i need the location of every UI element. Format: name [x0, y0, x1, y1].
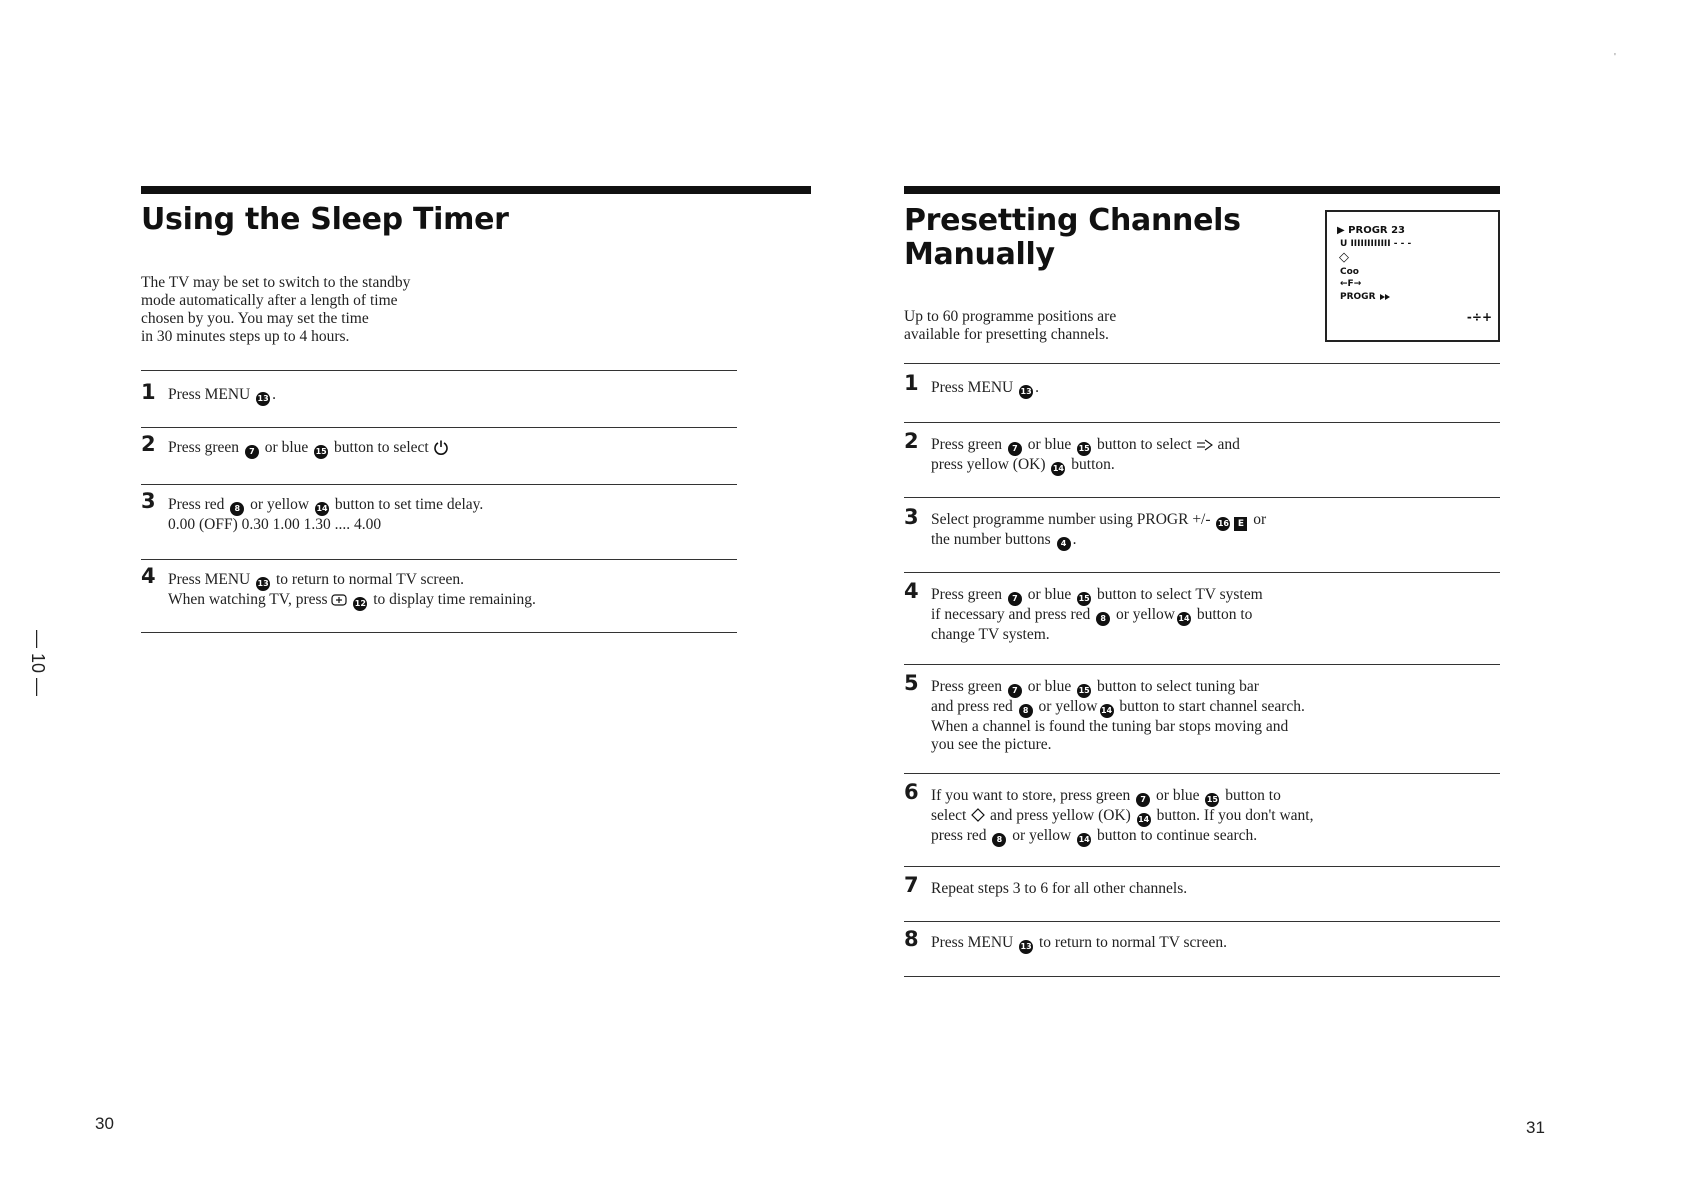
step-text: Press MENU: [931, 379, 1014, 396]
step-text: When watching TV, press: [168, 591, 328, 608]
step-text: Press red: [168, 496, 225, 513]
blue-button-badge: 15: [1205, 793, 1219, 807]
step-text-end: .: [272, 386, 276, 403]
step-text: to display time remaining.: [373, 591, 536, 608]
step-3: [904, 498, 1500, 572]
divider: [141, 632, 737, 633]
step-text: change TV system.: [931, 626, 1050, 643]
yellow-button-badge: 14: [1100, 704, 1114, 718]
step-text: Press green: [931, 678, 1003, 695]
step-4: [904, 573, 1500, 664]
step-7: [904, 867, 1500, 921]
time-delay-values: 0.00 (OFF) 0.30 1.00 1.30 .... 4.00: [168, 516, 382, 533]
step-1: [141, 371, 737, 427]
step-text: if necessary and press red: [931, 606, 1091, 623]
osd-store-symbol: ◇: [1339, 250, 1349, 265]
step-text: or blue: [264, 439, 309, 456]
step-text: Repeat steps 3 to 6 for all other channels.: [931, 880, 1188, 897]
sleep-timer-steps: [141, 370, 737, 633]
step-text: Press MENU: [168, 386, 251, 403]
step-text: button to continue search.: [1097, 827, 1258, 844]
step-5: [904, 665, 1500, 773]
step-text: and: [1217, 436, 1240, 453]
step-text: or yellow: [1038, 698, 1098, 715]
step-number: 3: [904, 505, 919, 529]
store-diamond-icon: [970, 807, 986, 823]
side-label-text: — 10 —: [28, 630, 48, 697]
red-button-badge: 8: [230, 502, 244, 516]
divider: [904, 976, 1500, 977]
step-text: Select programme number using PROGR +/-: [931, 511, 1211, 528]
blue-button-badge: 15: [1077, 442, 1091, 456]
step-number: 1: [141, 380, 156, 404]
display-info-icon: [331, 593, 347, 607]
step-2: [141, 428, 737, 484]
step-number: 3: [141, 489, 156, 513]
step-text: or yellow: [1116, 606, 1175, 623]
menu-button-badge: 13: [1019, 940, 1033, 954]
step-text: or blue: [1027, 586, 1072, 603]
step-6: [904, 774, 1500, 866]
red-button-badge: 8: [1096, 612, 1110, 626]
display-button-badge: 12: [353, 597, 367, 611]
step-text: or: [1253, 511, 1267, 528]
step-text: button to start channel search.: [1119, 698, 1305, 715]
step-text: button to: [1196, 606, 1253, 623]
green-button-badge: 7: [1136, 793, 1150, 807]
step-text: button to select: [334, 439, 429, 456]
step-text: button to set time delay.: [334, 496, 484, 513]
step-text: button to select: [1097, 436, 1192, 453]
step-text: or blue: [1027, 678, 1072, 695]
step-text: When a channel is found the tuning bar stops moving and: [931, 718, 1289, 735]
osd-adjust-symbol: -÷+: [1466, 310, 1492, 324]
green-button-badge: 7: [1008, 592, 1022, 606]
step-text-end: .: [1035, 379, 1039, 396]
presetting-steps: [904, 363, 1500, 977]
green-button-badge: 7: [1008, 684, 1022, 698]
progr-button-badge: 16: [1216, 517, 1230, 531]
blue-button-badge: 15: [1077, 592, 1091, 606]
page-title-presetting: Presetting Channels Manually: [904, 203, 1241, 272]
step-text: Press green: [931, 586, 1003, 603]
tv-menu-illustration: [1325, 210, 1500, 342]
step-number: 1: [904, 371, 919, 395]
page-number-left: 30: [95, 1114, 114, 1133]
step-text: or yellow: [1012, 827, 1072, 844]
step-text: press yellow (OK): [931, 456, 1046, 473]
step-number: 4: [141, 564, 156, 588]
osd-colour-system: Coo: [1340, 267, 1359, 277]
step-text: Press MENU: [168, 571, 251, 588]
step-text: button to: [1225, 787, 1281, 804]
preset-arrow-icon: [1196, 438, 1214, 452]
osd-progr-skip: PROGR: [1340, 292, 1391, 303]
step-number: 2: [141, 432, 156, 456]
red-button-badge: 8: [992, 833, 1006, 847]
step-text: button to select tuning bar: [1097, 678, 1259, 695]
step-text: button. If you don't want,: [1156, 807, 1314, 824]
yellow-button-badge: 14: [1051, 462, 1065, 476]
corner-mark: ': [1614, 52, 1616, 63]
osd-tuning-bar: U IIIIIIIIIIII - - -: [1340, 239, 1412, 249]
step-number: 2: [904, 429, 919, 453]
side-page-label: [27, 630, 48, 696]
step-number: 7: [904, 873, 919, 897]
step-8: [904, 922, 1500, 976]
left-title-bar: [141, 186, 811, 194]
step-1: [904, 364, 1500, 422]
power-timer-icon: [433, 439, 449, 455]
page-number-right: 31: [1526, 1118, 1545, 1137]
menu-button-badge: 13: [256, 392, 270, 406]
right-title-bar: [904, 186, 1500, 194]
step-text: or blue: [1156, 787, 1200, 804]
step-number: 8: [904, 927, 919, 951]
green-button-badge: 7: [245, 445, 259, 459]
yellow-button-badge: 14: [1077, 833, 1091, 847]
step-text: select: [931, 807, 967, 824]
green-button-badge: 7: [1008, 442, 1022, 456]
menu-button-badge: 13: [256, 577, 270, 591]
step-text: and press red: [931, 698, 1013, 715]
red-button-badge: 8: [1019, 704, 1033, 718]
presetting-intro: Up to 60 programme positions are available for presetting channels.: [904, 308, 1117, 343]
step-text-end: .: [1072, 531, 1077, 548]
step-3: [141, 485, 737, 559]
step-text: or yellow: [250, 496, 310, 513]
step-text: If you want to store, press green: [931, 787, 1131, 804]
step-text: Press MENU: [931, 934, 1014, 951]
step-text: and press yellow (OK): [990, 807, 1131, 824]
step-text: button to select TV system: [1097, 586, 1263, 603]
step-text: you see the picture.: [931, 736, 1052, 753]
page-title-sleep-timer: Using the Sleep Timer: [141, 202, 509, 237]
step-number: 6: [904, 780, 919, 804]
step-text: Press green: [168, 439, 240, 456]
osd-fine-tune: ←F→: [1340, 279, 1362, 289]
step-text: button.: [1071, 456, 1115, 473]
step-text: press red: [931, 827, 987, 844]
step-text: Press green: [931, 436, 1003, 453]
osd-progr-line: ▶ PROGR 23: [1337, 225, 1406, 236]
step-number: 5: [904, 671, 919, 695]
e-button-badge: E: [1234, 517, 1247, 531]
step-text: to return to normal TV screen.: [1039, 934, 1227, 951]
step-number: 4: [904, 579, 919, 603]
yellow-button-badge: 14: [1137, 813, 1151, 827]
step-text: or blue: [1027, 436, 1072, 453]
skip-icon: [1379, 292, 1391, 302]
yellow-button-badge: 14: [315, 502, 329, 516]
step-text: the number buttons: [931, 531, 1051, 548]
blue-button-badge: 15: [1077, 684, 1091, 698]
menu-button-badge: 13: [1019, 385, 1033, 399]
yellow-button-badge: 14: [1177, 612, 1191, 626]
step-text: to return to normal TV screen.: [276, 571, 464, 588]
step-4: [141, 560, 737, 632]
sleep-timer-intro: The TV may be set to switch to the standby mode automatically after a length of time chosen by you. You may set the time in 30 minutes steps up to 4 hours.: [141, 274, 411, 345]
step-2: [904, 423, 1500, 497]
blue-button-badge: 15: [314, 445, 328, 459]
number-buttons-badge: 4: [1057, 537, 1071, 551]
